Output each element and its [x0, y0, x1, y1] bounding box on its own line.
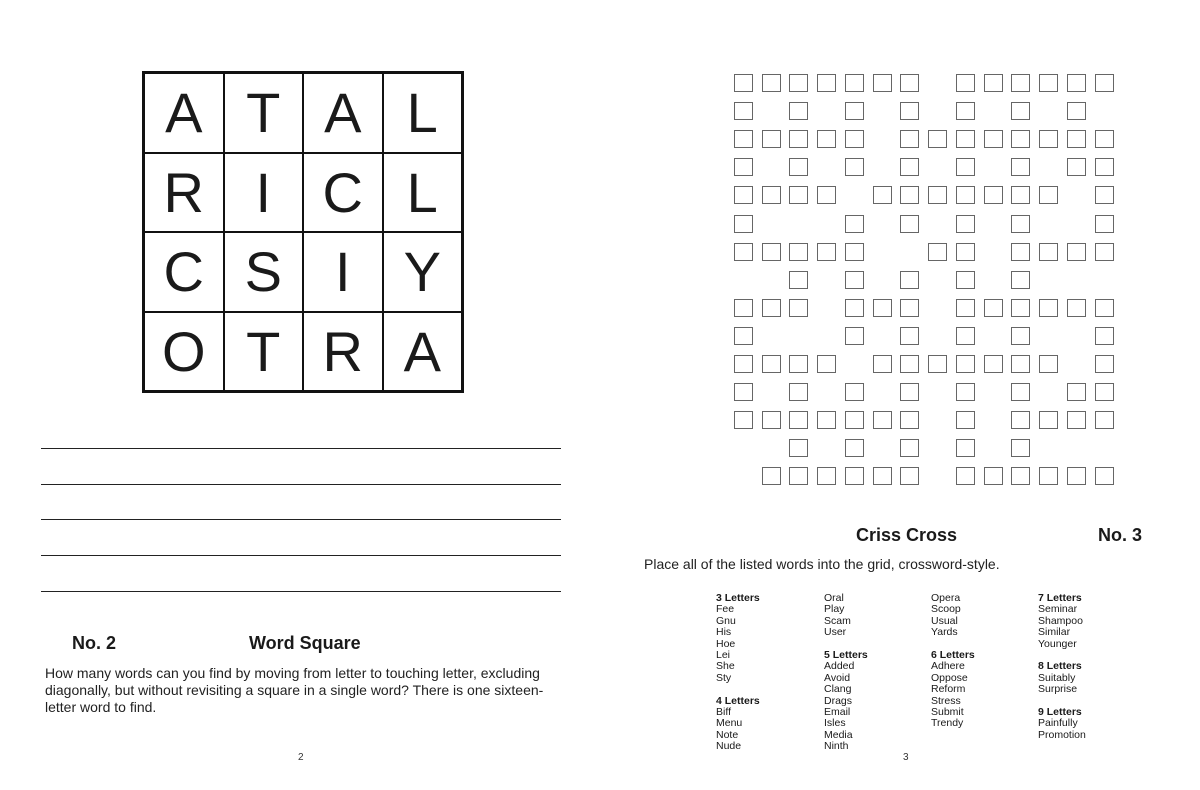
- grid-cell[interactable]: [1067, 467, 1086, 485]
- grid-cell[interactable]: [900, 158, 919, 176]
- grid-cell[interactable]: [1039, 186, 1058, 204]
- word-list-spacer: [716, 684, 821, 695]
- word-square-grid: [142, 71, 464, 393]
- grid-cell[interactable]: [734, 215, 753, 233]
- word-list-heading: 8 Letters: [1038, 660, 1082, 673]
- grid-cell[interactable]: [1011, 243, 1030, 261]
- grid-cell[interactable]: [1095, 243, 1114, 261]
- grid-cell[interactable]: [1067, 130, 1086, 148]
- grid-cell[interactable]: [789, 411, 808, 429]
- word-list-item: Biff: [716, 706, 731, 719]
- puzzle-title: Criss Cross: [856, 525, 958, 545]
- word-square-cell: T: [224, 312, 304, 392]
- grid-cell[interactable]: [873, 74, 892, 92]
- page-number: 3: [903, 752, 909, 763]
- grid-cell[interactable]: [1095, 327, 1114, 345]
- word-list-heading: 9 Letters: [1038, 706, 1082, 719]
- grid-cell[interactable]: [873, 467, 892, 485]
- grid-cell[interactable]: [1067, 243, 1086, 261]
- grid-cell[interactable]: [956, 439, 975, 457]
- grid-cell[interactable]: [1067, 74, 1086, 92]
- instructions-text: Place all of the listed words into the grid, crossword-style.: [644, 556, 1000, 572]
- grid-cell[interactable]: [762, 411, 781, 429]
- grid-cell[interactable]: [956, 383, 975, 401]
- grid-cell[interactable]: [789, 158, 808, 176]
- puzzle-number: No. 2: [72, 633, 117, 653]
- grid-cell[interactable]: [1011, 383, 1030, 401]
- word-list-item: Scoop: [931, 603, 961, 616]
- grid-cell[interactable]: [1011, 158, 1030, 176]
- word-list-item: Suitably: [1038, 671, 1076, 684]
- grid-cell[interactable]: [817, 130, 836, 148]
- word-square-cell: Y: [383, 232, 463, 312]
- answer-line[interactable]: [41, 591, 561, 592]
- grid-cell[interactable]: [956, 158, 975, 176]
- grid-cell[interactable]: [762, 299, 781, 317]
- grid-cell[interactable]: [956, 74, 975, 92]
- grid-cell[interactable]: [845, 299, 864, 317]
- grid-cell[interactable]: [928, 243, 947, 261]
- word-list-item: Scam: [824, 614, 851, 627]
- word-list-item: Avoid: [824, 671, 851, 684]
- grid-cell[interactable]: [789, 383, 808, 401]
- word-list-item: Fee: [716, 603, 735, 616]
- grid-cell[interactable]: [1011, 299, 1030, 317]
- grid-cell[interactable]: [845, 411, 864, 429]
- grid-cell[interactable]: [928, 130, 947, 148]
- word-square-cell: A: [383, 312, 463, 392]
- word-list-item: Surprise: [1038, 683, 1078, 696]
- grid-cell[interactable]: [1067, 411, 1086, 429]
- grid-cell[interactable]: [1011, 186, 1030, 204]
- grid-cell[interactable]: [789, 243, 808, 261]
- grid-cell[interactable]: [956, 215, 975, 233]
- grid-cell[interactable]: [1011, 355, 1030, 373]
- grid-cell[interactable]: [873, 186, 892, 204]
- grid-cell[interactable]: [817, 243, 836, 261]
- word-list-column: [824, 593, 929, 753]
- grid-cell[interactable]: [956, 411, 975, 429]
- grid-cell[interactable]: [845, 102, 864, 120]
- grid-cell[interactable]: [734, 243, 753, 261]
- grid-cell[interactable]: [900, 271, 919, 289]
- grid-cell[interactable]: [956, 355, 975, 373]
- grid-cell[interactable]: [817, 355, 836, 373]
- word-list-item: Hoe: [716, 637, 736, 650]
- word-list-item: His: [716, 626, 732, 639]
- grid-cell[interactable]: [734, 299, 753, 317]
- grid-cell[interactable]: [900, 186, 919, 204]
- grid-cell[interactable]: [1095, 411, 1114, 429]
- grid-cell[interactable]: [1095, 355, 1114, 373]
- grid-cell[interactable]: [1039, 243, 1058, 261]
- word-list-column: [931, 593, 1036, 730]
- grid-cell[interactable]: [900, 299, 919, 317]
- grid-cell[interactable]: [1011, 467, 1030, 485]
- answer-line[interactable]: [41, 448, 561, 449]
- grid-cell[interactable]: [1095, 158, 1114, 176]
- grid-cell[interactable]: [900, 215, 919, 233]
- grid-cell[interactable]: [984, 74, 1003, 92]
- grid-cell[interactable]: [789, 186, 808, 204]
- grid-cell[interactable]: [900, 130, 919, 148]
- grid-cell[interactable]: [789, 130, 808, 148]
- grid-cell[interactable]: [984, 130, 1003, 148]
- grid-cell[interactable]: [956, 243, 975, 261]
- word-list-item: Usual: [931, 614, 958, 627]
- word-list-item: Note: [716, 728, 739, 741]
- word-list-item: Added: [824, 660, 855, 673]
- word-list-item: Stress: [931, 694, 961, 707]
- word-square-cell: R: [144, 153, 224, 233]
- grid-cell[interactable]: [817, 186, 836, 204]
- grid-cell[interactable]: [1039, 467, 1058, 485]
- grid-cell[interactable]: [762, 74, 781, 92]
- answer-line[interactable]: [41, 519, 561, 520]
- grid-cell[interactable]: [734, 130, 753, 148]
- grid-cell[interactable]: [984, 355, 1003, 373]
- word-square-cell: I: [224, 153, 304, 233]
- word-square-cell: L: [383, 153, 463, 233]
- word-list-item: Reform: [931, 683, 966, 696]
- word-list-item: Media: [824, 728, 853, 741]
- grid-cell[interactable]: [789, 299, 808, 317]
- page-number: 2: [298, 752, 304, 763]
- grid-cell[interactable]: [734, 158, 753, 176]
- grid-cell[interactable]: [1095, 186, 1114, 204]
- grid-cell[interactable]: [817, 411, 836, 429]
- word-square-cell: R: [303, 312, 383, 392]
- word-list-heading: 5 Letters: [824, 649, 868, 662]
- grid-cell[interactable]: [900, 355, 919, 373]
- word-list-column: [716, 593, 821, 753]
- grid-cell[interactable]: [845, 383, 864, 401]
- word-list-item: Similar: [1038, 626, 1071, 639]
- grid-cell[interactable]: [984, 186, 1003, 204]
- grid-cell[interactable]: [734, 411, 753, 429]
- grid-cell[interactable]: [762, 243, 781, 261]
- puzzle-title: Word Square: [249, 633, 361, 653]
- grid-cell[interactable]: [1095, 215, 1114, 233]
- word-square-cell: S: [224, 232, 304, 312]
- word-list-heading: 6 Letters: [931, 649, 975, 662]
- grid-cell[interactable]: [845, 130, 864, 148]
- instructions-text: How many words can you find by moving from letter to touching letter, excluding diagonally, but without revisiting a square in a single word? There is one sixteen-letter word to find.: [45, 665, 544, 715]
- grid-cell[interactable]: [1039, 411, 1058, 429]
- word-list-item: Submit: [931, 706, 964, 719]
- word-list-item: Shampoo: [1038, 614, 1083, 627]
- word-square-cell: T: [224, 73, 304, 153]
- grid-cell[interactable]: [956, 299, 975, 317]
- word-list-item: Email: [824, 706, 851, 719]
- grid-cell[interactable]: [1039, 74, 1058, 92]
- grid-cell[interactable]: [789, 271, 808, 289]
- grid-cell[interactable]: [900, 327, 919, 345]
- grid-cell[interactable]: [956, 327, 975, 345]
- word-list-item: Adhere: [931, 660, 965, 673]
- grid-cell[interactable]: [789, 74, 808, 92]
- word-list-item: Drags: [824, 694, 853, 707]
- grid-cell[interactable]: [873, 411, 892, 429]
- word-list-item: Isles: [824, 717, 846, 730]
- word-list-heading: 7 Letters: [1038, 592, 1082, 604]
- word-list-item: She: [716, 660, 735, 673]
- grid-cell[interactable]: [900, 411, 919, 429]
- word-square-cell: I: [303, 232, 383, 312]
- grid-cell[interactable]: [900, 383, 919, 401]
- grid-cell[interactable]: [873, 299, 892, 317]
- grid-cell[interactable]: [817, 467, 836, 485]
- word-square-cell: A: [303, 73, 383, 153]
- word-square-cell: C: [303, 153, 383, 233]
- grid-cell[interactable]: [1011, 130, 1030, 148]
- word-list-item: Gnu: [716, 614, 736, 627]
- word-list-item: Younger: [1038, 637, 1077, 650]
- grid-cell[interactable]: [734, 383, 753, 401]
- word-list-item: Lei: [716, 649, 731, 662]
- grid-cell[interactable]: [1039, 299, 1058, 317]
- grid-cell[interactable]: [873, 355, 892, 373]
- word-list-item: Opera: [931, 592, 961, 604]
- grid-cell[interactable]: [1067, 158, 1086, 176]
- grid-cell[interactable]: [1011, 411, 1030, 429]
- grid-cell[interactable]: [762, 467, 781, 485]
- grid-cell[interactable]: [845, 327, 864, 345]
- answer-line[interactable]: [41, 555, 561, 556]
- grid-cell[interactable]: [956, 467, 975, 485]
- grid-cell[interactable]: [845, 439, 864, 457]
- grid-cell[interactable]: [789, 439, 808, 457]
- grid-cell[interactable]: [1095, 130, 1114, 148]
- grid-cell[interactable]: [762, 355, 781, 373]
- grid-cell[interactable]: [1011, 271, 1030, 289]
- word-list-item: Sty: [716, 671, 732, 684]
- grid-cell[interactable]: [1039, 130, 1058, 148]
- grid-cell[interactable]: [845, 215, 864, 233]
- grid-cell[interactable]: [734, 327, 753, 345]
- grid-cell[interactable]: [900, 74, 919, 92]
- grid-cell[interactable]: [845, 243, 864, 261]
- word-list-item: Clang: [824, 683, 852, 696]
- grid-cell[interactable]: [928, 355, 947, 373]
- grid-cell[interactable]: [1011, 74, 1030, 92]
- grid-cell[interactable]: [956, 130, 975, 148]
- grid-cell[interactable]: [1011, 439, 1030, 457]
- word-list-item: Oppose: [931, 671, 968, 684]
- grid-cell[interactable]: [1067, 102, 1086, 120]
- word-list-item: Oral: [824, 592, 844, 604]
- grid-cell[interactable]: [956, 186, 975, 204]
- word-list-column: [1038, 593, 1143, 741]
- grid-cell[interactable]: [734, 102, 753, 120]
- word-list-item: Promotion: [1038, 728, 1086, 741]
- grid-cell[interactable]: [1095, 467, 1114, 485]
- word-square-cell: A: [144, 73, 224, 153]
- grid-cell[interactable]: [734, 355, 753, 373]
- grid-cell[interactable]: [762, 130, 781, 148]
- grid-cell[interactable]: [1067, 299, 1086, 317]
- grid-cell[interactable]: [817, 74, 836, 92]
- word-list-item: Menu: [716, 717, 743, 730]
- grid-cell[interactable]: [1011, 102, 1030, 120]
- word-list-item: Yards: [931, 626, 958, 639]
- grid-cell[interactable]: [734, 186, 753, 204]
- word-square-cell: C: [144, 232, 224, 312]
- grid-cell[interactable]: [1011, 215, 1030, 233]
- word-list-item: Play: [824, 603, 845, 616]
- word-list-heading: 4 Letters: [716, 694, 760, 707]
- word-list-item: Painfully: [1038, 717, 1078, 730]
- grid-cell[interactable]: [956, 271, 975, 289]
- word-square-cell: L: [383, 73, 463, 153]
- puzzle-number: No. 3: [1098, 525, 1143, 545]
- grid-cell[interactable]: [900, 102, 919, 120]
- grid-cell[interactable]: [1039, 355, 1058, 373]
- word-list-item: User: [824, 626, 847, 639]
- grid-cell[interactable]: [845, 271, 864, 289]
- grid-cell[interactable]: [900, 439, 919, 457]
- right-page: [600, 0, 1200, 790]
- grid-cell[interactable]: [1095, 299, 1114, 317]
- answer-line[interactable]: [41, 484, 561, 485]
- grid-cell[interactable]: [789, 467, 808, 485]
- grid-cell[interactable]: [1067, 383, 1086, 401]
- word-list-heading: 3 Letters: [716, 592, 760, 604]
- grid-cell[interactable]: [789, 355, 808, 373]
- grid-cell[interactable]: [734, 74, 753, 92]
- grid-cell[interactable]: [984, 299, 1003, 317]
- grid-cell[interactable]: [845, 74, 864, 92]
- word-list-item: Nude: [716, 740, 742, 753]
- grid-cell[interactable]: [845, 158, 864, 176]
- grid-cell[interactable]: [762, 186, 781, 204]
- word-list-item: Trendy: [931, 717, 964, 730]
- grid-cell[interactable]: [1095, 383, 1114, 401]
- grid-cell[interactable]: [956, 102, 975, 120]
- word-list-item: Seminar: [1038, 603, 1078, 616]
- grid-cell[interactable]: [984, 467, 1003, 485]
- grid-cell[interactable]: [928, 186, 947, 204]
- grid-cell[interactable]: [789, 102, 808, 120]
- grid-cell[interactable]: [1095, 74, 1114, 92]
- criss-cross-grid: [600, 0, 1200, 500]
- grid-cell[interactable]: [900, 467, 919, 485]
- word-list-item: Ninth: [824, 740, 849, 753]
- grid-cell[interactable]: [1011, 327, 1030, 345]
- word-square-cell: O: [144, 312, 224, 392]
- grid-cell[interactable]: [845, 467, 864, 485]
